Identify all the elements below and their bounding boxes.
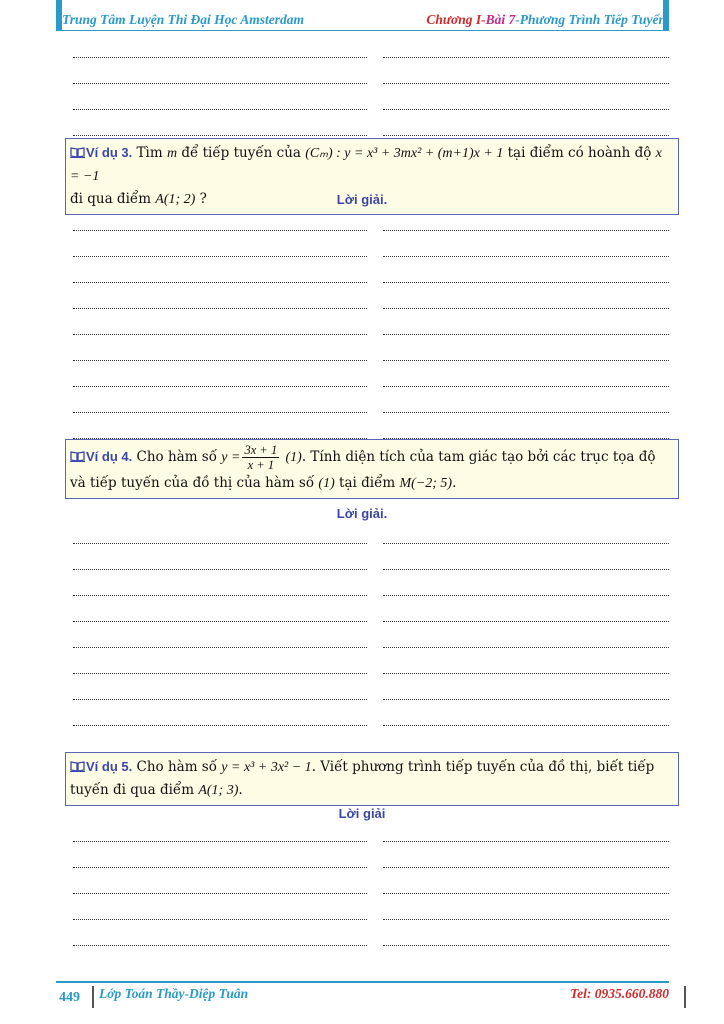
answer-line-row	[73, 86, 669, 112]
example-3-text: ?	[199, 191, 207, 207]
example-3-text: Tìm	[136, 145, 163, 161]
footer-separator	[684, 986, 686, 1008]
example-4-box	[65, 439, 679, 499]
answer-line-row	[73, 896, 669, 922]
answer-line-row	[73, 259, 669, 285]
answer-lines-top	[73, 34, 669, 138]
answer-line-row	[73, 233, 669, 259]
example-3-text: tại điểm có hoành độ	[507, 145, 652, 161]
example-4-text: . Tính diện tích của tam giác tạo bởi các trục tọa độ và tiếp tuyến của đồ thị của hàm số	[70, 449, 656, 491]
footer-divider	[56, 981, 669, 983]
book-icon	[70, 147, 85, 158]
math-point: M(−2; 5)	[399, 476, 453, 491]
math-fraction	[242, 443, 279, 472]
solution-heading: Lời giải	[338, 806, 386, 821]
header-topic: -Phương Trình Tiếp Tuyến	[515, 12, 666, 27]
answer-line-row	[73, 285, 669, 311]
answer-lines-example-3	[73, 207, 669, 441]
answer-line-row	[73, 676, 669, 702]
answer-line-row	[73, 520, 669, 546]
example-3-text: đi qua điểm	[70, 191, 151, 207]
book-icon	[70, 761, 85, 772]
answer-line-row	[73, 363, 669, 389]
fraction-numerator: 3x + 1	[244, 443, 278, 457]
book-icon	[70, 451, 85, 462]
example-5-text: . Viết phương trình tiếp tuyến của đồ thị, biết tiếp tuyến đi qua điểm	[70, 759, 655, 798]
solution-heading: Lời giải.	[336, 192, 388, 207]
answer-line-row	[73, 818, 669, 844]
example-4-label: Ví dụ 4.	[86, 449, 133, 464]
answer-line-row	[73, 702, 669, 728]
answer-line-row	[73, 572, 669, 598]
example-4-text: Cho hàm số	[136, 449, 217, 465]
answer-line-row	[73, 546, 669, 572]
math-variable: m	[166, 146, 178, 161]
page-number: 449	[59, 990, 80, 1005]
answer-line-row	[73, 870, 669, 896]
answer-line-row	[73, 60, 669, 86]
example-5-text: Cho hàm số	[136, 759, 217, 775]
solution-heading: Lời giải.	[336, 506, 388, 521]
answer-line-row	[73, 34, 669, 60]
answer-line-row	[73, 415, 669, 441]
answer-lines-example-4	[73, 520, 669, 728]
answer-line-row	[73, 389, 669, 415]
answer-line-row	[73, 311, 669, 337]
header-center-name: Trung Tâm Luyện Thi Đại Học Amsterdam	[62, 12, 305, 27]
math-equation-tag: (1)	[285, 450, 302, 465]
answer-line-row	[73, 337, 669, 363]
footer-separator	[92, 986, 94, 1008]
answer-line-row	[73, 207, 669, 233]
fraction-denominator: x + 1	[247, 458, 275, 472]
example-5-box	[65, 752, 679, 806]
example-3-label: Ví dụ 3.	[86, 145, 133, 160]
answer-line-row	[73, 598, 669, 624]
math-point: A(1; 3)	[198, 783, 239, 798]
header-divider	[56, 30, 669, 31]
example-5-text: .	[238, 782, 243, 798]
answer-line-row	[73, 112, 669, 138]
footer-phone: Tel: 0935.660.880	[570, 986, 669, 1001]
answer-line-row	[73, 844, 669, 870]
answer-line-row	[73, 624, 669, 650]
answer-line-row	[73, 650, 669, 676]
example-4-text: .	[452, 475, 457, 491]
math-equation-tag: (1)	[318, 476, 335, 491]
answer-line-row	[73, 922, 669, 948]
header-chapter: Chương I-	[426, 12, 486, 27]
math-function: y = x³ + 3x² − 1	[221, 760, 312, 775]
header-chapter-title	[426, 12, 666, 28]
math-x-value: x = −1	[70, 146, 662, 184]
example-4-text: tại điểm	[339, 475, 396, 491]
example-3-text: để tiếp tuyến của	[181, 145, 301, 161]
math-curve-equation: (Cₘ) : y = x³ + 3mx² + (m+1)x + 1	[305, 146, 504, 161]
example-5-label: Ví dụ 5.	[86, 759, 133, 774]
footer-class-name: Lớp Toán Thầy-Diệp Tuân	[99, 986, 249, 1001]
answer-lines-example-5	[73, 818, 669, 948]
math-point: A(1; 2)	[155, 192, 196, 207]
math-function-lhs: y =	[221, 450, 241, 465]
header-lesson: Bài 7	[485, 12, 516, 27]
